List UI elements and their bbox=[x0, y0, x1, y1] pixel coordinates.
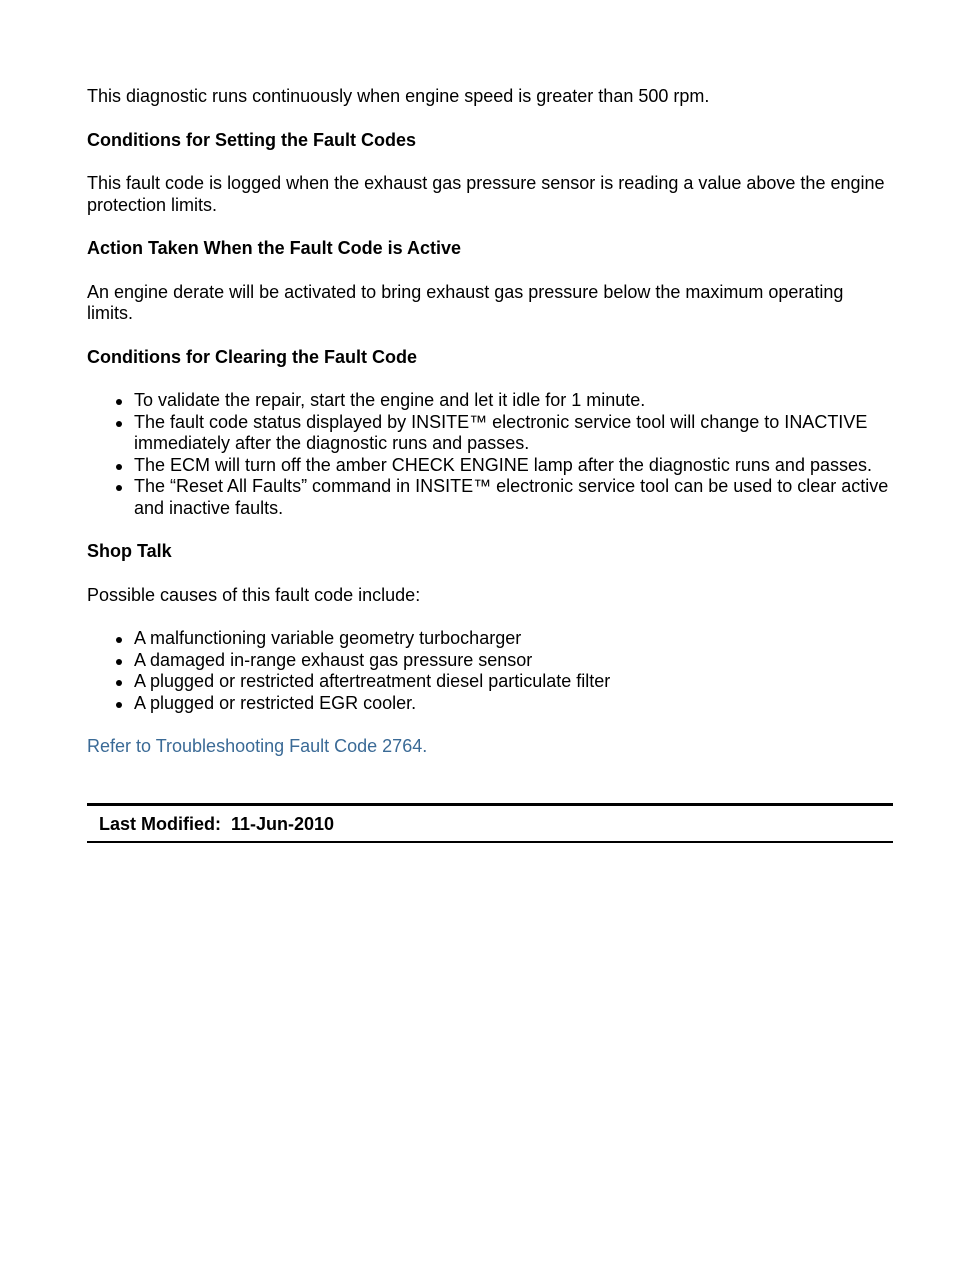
heading-shop-talk: Shop Talk bbox=[87, 541, 172, 561]
heading-clearing-conditions: Conditions for Clearing the Fault Code bbox=[87, 346, 417, 367]
heading-setting-conditions: Conditions for Setting the Fault Codes bbox=[87, 129, 416, 150]
setting-conditions-text: This fault code is logged when the exhaust gas pressure sensor is reading a value above the engine protection limits. bbox=[87, 173, 885, 215]
list-item: A plugged or restricted aftertreatment diesel particulate filter bbox=[134, 671, 893, 693]
troubleshooting-reference-link[interactable]: Refer to Troubleshooting Fault Code 2764. bbox=[87, 736, 428, 756]
heading-action-taken: Action Taken When the Fault Code is Active bbox=[87, 238, 462, 258]
document-body bbox=[87, 86, 893, 780]
possible-causes-list bbox=[87, 628, 893, 714]
list-item: A plugged or restricted EGR cooler. bbox=[134, 693, 893, 715]
list-item: A damaged in-range exhaust gas pressure sensor bbox=[134, 650, 893, 672]
list-item: The “Reset All Faults” command in INSITE™ electronic service tool can be used to clear active and inactive faults. bbox=[134, 476, 893, 519]
action-taken-text: An engine derate will be activated to bring exhaust gas pressure below the maximum operating limits. bbox=[87, 281, 844, 323]
list-item: The ECM will turn off the amber CHECK ENGINE lamp after the diagnostic runs and passes. bbox=[134, 455, 893, 477]
list-item: A malfunctioning variable geometry turbocharger bbox=[134, 628, 893, 650]
last-modified-label: Last Modified: 11-Jun-2010 bbox=[99, 814, 335, 834]
last-modified-bar bbox=[87, 803, 893, 843]
shop-talk-text: Possible causes of this fault code include: bbox=[87, 584, 421, 605]
list-item: To validate the repair, start the engine and let it idle for 1 minute. bbox=[134, 390, 893, 412]
clearing-conditions-list bbox=[87, 390, 893, 519]
intro-paragraph: This diagnostic runs continuously when engine speed is greater than 500 rpm. bbox=[87, 86, 710, 106]
list-item: The fault code status displayed by INSITE™ electronic service tool will change to INACTIVE immediately after the diagnostic runs and passes. bbox=[134, 412, 893, 455]
